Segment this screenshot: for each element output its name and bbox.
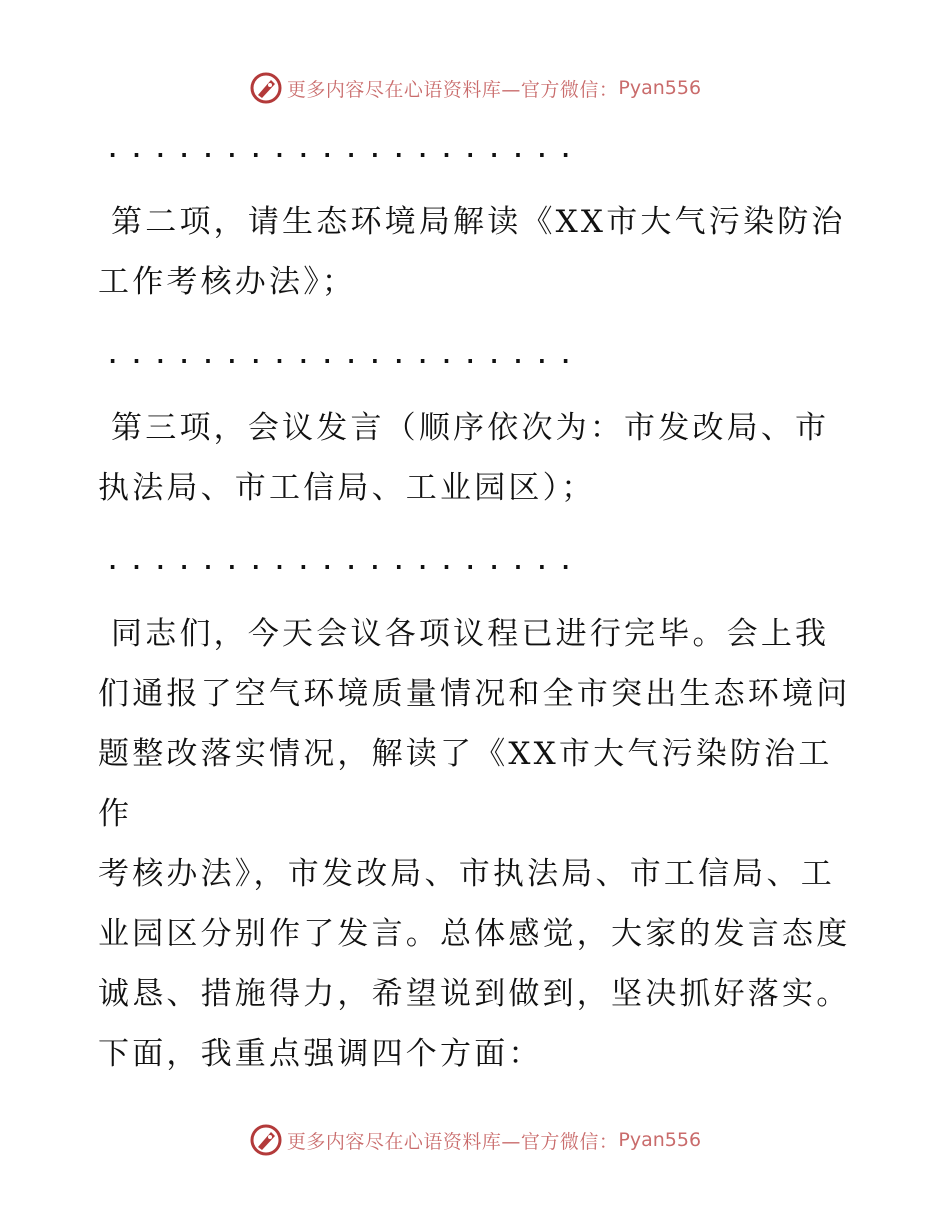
ellipsis-divider: .................... — [106, 344, 583, 369]
closing-line: 同志们，今天会议各项议程已进行完毕。会上我 — [98, 616, 830, 652]
watermark-wechat-id: Pyan556 — [618, 1129, 702, 1151]
header-watermark — [0, 68, 950, 108]
ellipsis-divider: .................... — [106, 138, 583, 163]
agenda-item-3-line-1: 第三项，会议发言（顺序依次为：市发改局、市 — [98, 410, 830, 446]
pen-nib-logo-icon — [249, 71, 283, 105]
closing-line: 业园区分别作了发言。总体感觉，大家的发言态度 — [98, 916, 851, 952]
agenda-item-2-line-1: 第二项，请生态环境局解读《XX市大气污染防治 — [98, 204, 846, 240]
closing-line: 考核办法》，市发改局、市执法局、市工信局、工 — [98, 856, 835, 892]
agenda-item-2-line-2: 工作考核办法》； — [98, 264, 357, 300]
closing-paragraph — [98, 604, 858, 1084]
watermark-text: 更多内容尽在心语资料库—官方微信： — [286, 78, 619, 101]
closing-line: 题整改落实情况，解读了《XX市大气污染防治工作 — [98, 736, 833, 832]
agenda-item-3-line-2: 执法局、市工信局、工业园区）； — [98, 470, 596, 506]
agenda-item-2 — [98, 192, 858, 312]
pen-nib-logo-icon — [249, 1123, 283, 1157]
closing-line: 们通报了空气环境质量情况和全市突出生态环境问 — [98, 676, 851, 712]
watermark-text: 更多内容尽在心语资料库—官方微信： — [286, 1130, 619, 1153]
watermark-wechat-id: Pyan556 — [618, 77, 702, 99]
closing-line: 下面，我重点强调四个方面： — [98, 1036, 543, 1072]
ellipsis-divider: .................... — [106, 550, 583, 575]
agenda-item-3 — [98, 398, 858, 518]
closing-line: 诚恳、措施得力，希望说到做到，坚决抓好落实。 — [98, 976, 851, 1012]
footer-watermark — [0, 1120, 950, 1160]
